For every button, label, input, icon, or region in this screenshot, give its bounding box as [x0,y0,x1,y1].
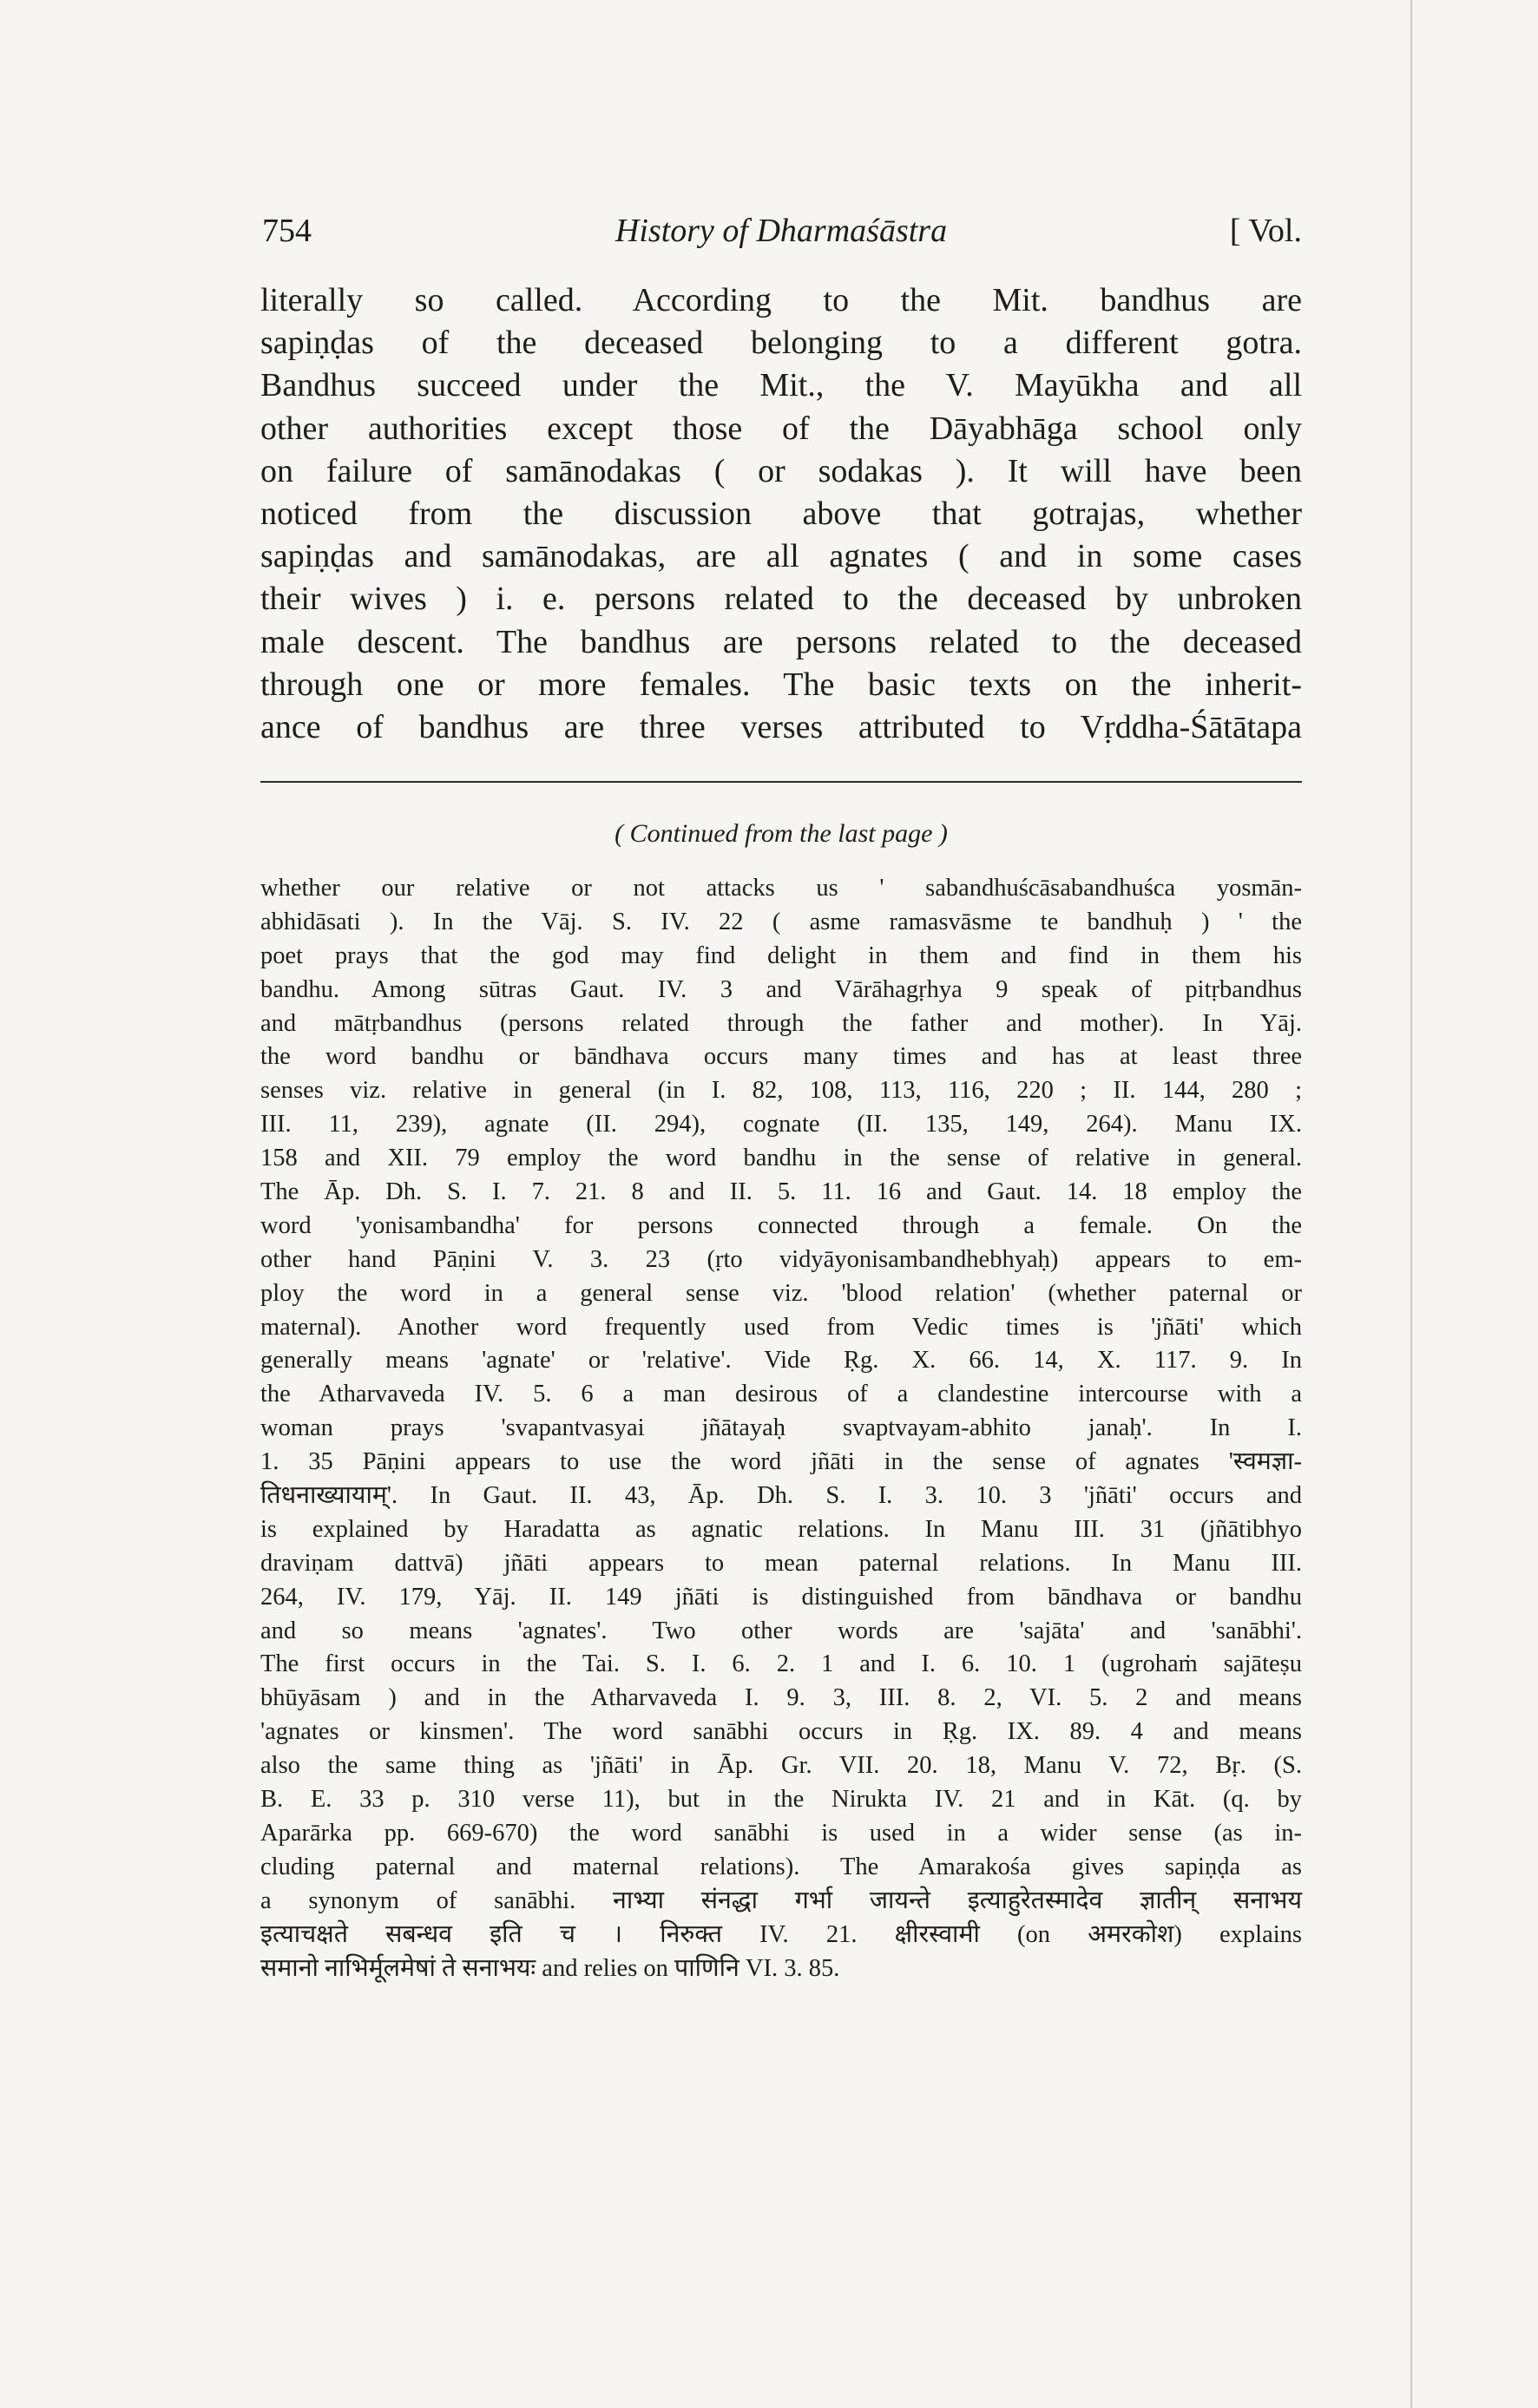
footnote-line: The first occurs in the Tai. S. I. 6. 2. 1 and I. 6. 10. 1 (ugrohaṁ sajāteṣu [260,1650,1302,1678]
body-line: literally so called. According to the Mit. bandhus are [260,282,1302,318]
footnote-line: whether our relative or not attacks us ' sabandhuścāsabandhuśca yosmān- [260,875,1302,902]
footnote-line: समानो नाभिर्मूलमेषां ते सनाभयः and relies on पाणिनि VI. 3. 85. [260,1954,840,1982]
footnote-line: the word bandhu or bāndhava occurs many times and has at least three [260,1043,1302,1071]
page-number: 754 [262,213,312,249]
footnote-line: abhidāsati ). In the Vāj. S. IV. 22 ( asme ramasvāsme te bandhuḥ ) ' the [260,908,1302,935]
body-line: other authorities except those of the Dāyabhāga school only [260,410,1302,447]
footnote-line: is explained by Haradatta as agnatic relations. In Manu III. 31 (jñātibhyo [260,1515,1302,1543]
footnote-line: इत्याचक्षते सबन्धव इति च । निरुक्त IV. 21. क्षीरस्वामी (on अमरकोश) explains [260,1920,1302,1948]
footnote-line: 158 and XII. 79 employ the word bandhu in the sense of relative in general. [260,1145,1302,1172]
footnote-line: 264, IV. 179, Yāj. II. 149 jñāti is distinguished from bāndhava or bandhu [260,1583,1302,1611]
footnote-line: a synonym of sanābhi. नाभ्या संनद्धा गर्भा जायन्ते इत्याहुरेतस्मादेव ज्ञातीन् सनाभय [260,1886,1302,1914]
footnote-line: The Āp. Dh. S. I. 7. 21. 8 and II. 5. 11. 16 and Gaut. 14. 18 employ the [260,1178,1302,1206]
footnote-line: generally means 'agnate' or 'relative'. Vide Ṛg. X. 66. 14, X. 117. 9. In [260,1347,1302,1375]
body-line: on failure of samānodakas ( or sodakas ). It will have been [260,452,1302,489]
body-line: ance of bandhus are three verses attributed to Vṛddha-Śātātapa [260,708,1302,745]
main-paragraph [260,279,1302,749]
body-line: sapiṇḍas of the deceased belonging to a different gotra. [260,325,1302,362]
body-line: their wives ) i. e. persons related to the deceased by unbroken [260,581,1302,618]
running-header [260,208,1302,260]
footnote-text [260,872,1302,1985]
footnote-line: B. E. 33 p. 310 verse 11), but in the Nirukta IV. 21 and in Kāt. (q. by [260,1786,1302,1814]
footnote-line: the Atharvaveda IV. 5. 6 a man desirous of a clandestine intercourse with a [260,1381,1302,1408]
footnote-line: 1. 35 Pāṇini appears to use the word jñāti in the sense of agnates 'स्वमज्ञा- [260,1448,1302,1476]
footnote-line: bandhu. Among sūtras Gaut. IV. 3 and Vārāhagṛhya 9 speak of pitṛbandhus [260,975,1302,1003]
body-line: noticed from the discussion above that gotrajas, whether [260,495,1302,532]
footnote-line: other hand Pāṇini V. 3. 23 (ṛto vidyāyonisambandhebhyaḥ) appears to em- [260,1245,1302,1273]
footnote-line: maternal). Another word frequently used from Vedic times is 'jñāti' which [260,1313,1302,1341]
body-line: Bandhus succeed under the Mit., the V. Mayūkha and all [260,367,1302,404]
footnote-divider [260,781,1302,783]
footnote-line: senses viz. relative in general (in I. 82, 108, 113, 116, 220 ; II. 144, 280 ; [260,1077,1302,1105]
footnote-line: ploy the word in a general sense viz. 'blood relation' (whether paternal or [260,1279,1302,1307]
footnote-line: poet prays that the god may find delight in them and find in them his [260,942,1302,969]
footnote-line: and so means 'agnates'. Two other words are 'sajāta' and 'sanābhi'. [260,1617,1302,1644]
running-title: History of Dharmaśāstra [615,213,948,249]
body-line: male descent. The bandhus are persons related to the deceased [260,623,1302,660]
footnote-line: draviṇam dattvā) jñāti appears to mean paternal relations. In Manu III. [260,1549,1302,1577]
footnote-line: cluding paternal and maternal relations). The Amarakośa gives sapiṇḍa as [260,1853,1302,1880]
footnote-line: and mātṛbandhus (persons related through the father and mother). In Yāj. [260,1009,1302,1037]
continued-label: ( Continued from the last page ) [615,819,948,848]
footnote-line: III. 11, 239), agnate (II. 294), cognate (II. 135, 149, 264). Manu IX. [260,1111,1302,1138]
footnote-line: word 'yonisambandha' for persons connected through a female. On the [260,1211,1302,1239]
footnote-line: woman prays 'svapantvasyai jñātayaḥ svaptvayam-abhito janaḥ'. In I. [260,1414,1302,1442]
body-line: sapiṇḍas and samānodakas, are all agnates ( and in some cases [260,538,1302,575]
footnote-line: Aparārka pp. 669-670) the word sanābhi is used in a wider sense (as in- [260,1819,1302,1847]
page-edge-line [1410,0,1412,2408]
volume-marker: [ Vol. [1229,213,1302,249]
body-line: through one or more females. The basic texts on the inherit- [260,666,1302,703]
footnote-line: तिधनाख्यायाम्'. In Gaut. II. 43, Āp. Dh. S. I. 3. 10. 3 'jñāti' occurs and [260,1482,1302,1510]
footnote-line: bhūyāsam ) and in the Atharvaveda I. 9. 3, III. 8. 2, VI. 5. 2 and means [260,1684,1302,1712]
footnote-line: 'agnates or kinsmen'. The word sanābhi occurs in Ṛg. IX. 89. 4 and means [260,1718,1302,1746]
footnote-line: also the same thing as 'jñāti' in Āp. Gr. VII. 20. 18, Manu V. 72, Bṛ. (S. [260,1752,1302,1780]
